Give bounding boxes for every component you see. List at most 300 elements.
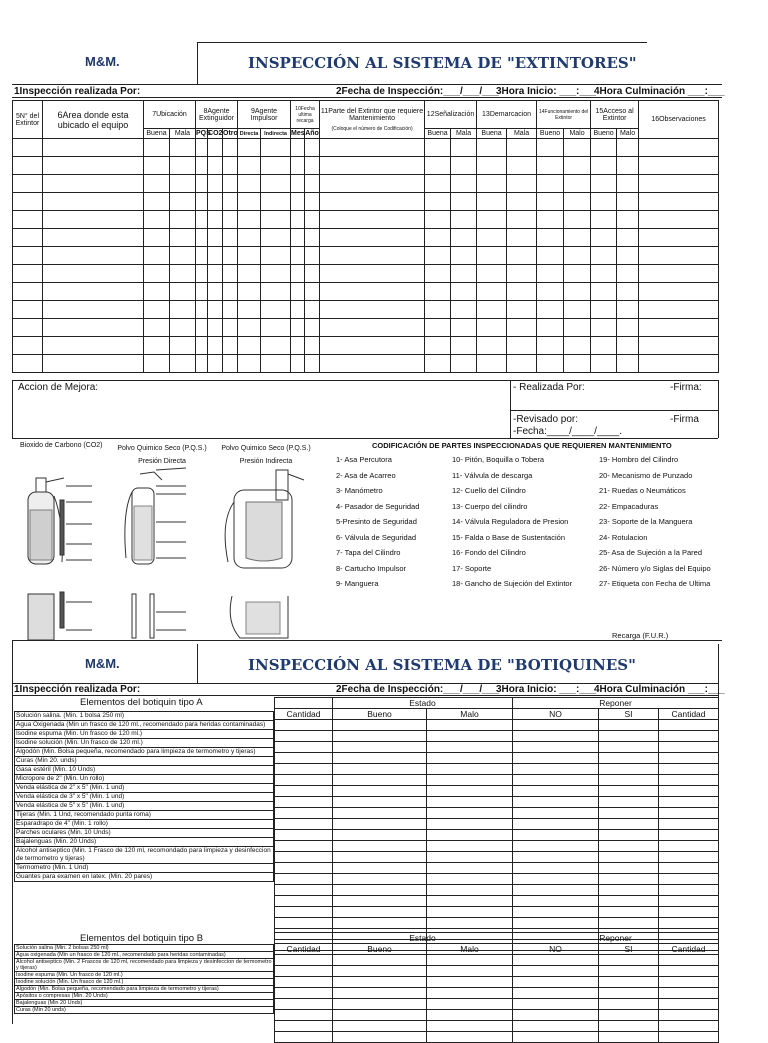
kit-cell[interactable] xyxy=(513,830,599,841)
ext-cell[interactable] xyxy=(208,265,223,283)
ext-cell[interactable] xyxy=(451,157,477,175)
ext-cell[interactable] xyxy=(451,319,477,337)
ext-cell[interactable] xyxy=(291,337,305,355)
ext-cell[interactable] xyxy=(617,265,639,283)
kit-cell[interactable] xyxy=(333,918,427,929)
kit-cell[interactable] xyxy=(513,955,599,966)
ext-cell[interactable] xyxy=(537,301,564,319)
ext-cell[interactable] xyxy=(425,193,451,211)
ext-cell[interactable] xyxy=(564,265,591,283)
kit-cell[interactable] xyxy=(427,852,513,863)
kit-cell[interactable] xyxy=(599,977,659,988)
kit-cell[interactable] xyxy=(427,1021,513,1032)
ext-cell[interactable] xyxy=(564,175,591,193)
ext-cell[interactable] xyxy=(451,265,477,283)
kit-cell[interactable] xyxy=(599,731,659,742)
ext-cell[interactable] xyxy=(537,283,564,301)
ext-cell[interactable] xyxy=(617,157,639,175)
ext-cell[interactable] xyxy=(144,175,170,193)
ext-cell[interactable] xyxy=(537,229,564,247)
kit-cell[interactable] xyxy=(427,907,513,918)
kit-cell[interactable] xyxy=(659,808,719,819)
ext-cell[interactable] xyxy=(451,337,477,355)
kit-cell[interactable] xyxy=(513,742,599,753)
kit-cell[interactable] xyxy=(513,753,599,764)
ext-cell[interactable] xyxy=(564,157,591,175)
ext-cell[interactable] xyxy=(170,337,196,355)
ext-cell[interactable] xyxy=(537,355,564,373)
ext-cell[interactable] xyxy=(537,175,564,193)
ext-cell[interactable] xyxy=(537,337,564,355)
kit-cell[interactable] xyxy=(599,885,659,896)
kit-cell[interactable] xyxy=(275,863,333,874)
kit-cell[interactable] xyxy=(659,918,719,929)
kit-cell[interactable] xyxy=(659,841,719,852)
kit-cell[interactable] xyxy=(275,885,333,896)
ext-cell[interactable] xyxy=(208,139,223,157)
kit-cell[interactable] xyxy=(513,896,599,907)
kit-cell[interactable] xyxy=(659,999,719,1010)
kit-cell[interactable] xyxy=(599,1021,659,1032)
kit-cell[interactable] xyxy=(333,966,427,977)
ext-cell[interactable] xyxy=(591,337,617,355)
ext-cell[interactable] xyxy=(261,157,291,175)
ext-cell[interactable] xyxy=(13,337,43,355)
ext-cell[interactable] xyxy=(170,229,196,247)
ext-cell[interactable] xyxy=(291,193,305,211)
ext-cell[interactable] xyxy=(196,229,208,247)
ext-cell[interactable] xyxy=(617,211,639,229)
kit-cell[interactable] xyxy=(333,808,427,819)
ext-cell[interactable] xyxy=(170,211,196,229)
kit-cell[interactable] xyxy=(275,918,333,929)
ext-cell[interactable] xyxy=(170,301,196,319)
kit-cell[interactable] xyxy=(659,1010,719,1021)
ext-cell[interactable] xyxy=(13,301,43,319)
ext-cell[interactable] xyxy=(196,157,208,175)
ext-cell[interactable] xyxy=(291,229,305,247)
ext-cell[interactable] xyxy=(507,193,537,211)
ext-cell[interactable] xyxy=(208,301,223,319)
ext-cell[interactable] xyxy=(425,175,451,193)
ext-cell[interactable] xyxy=(617,319,639,337)
ext-cell[interactable] xyxy=(196,211,208,229)
ext-cell[interactable] xyxy=(507,175,537,193)
ext-cell[interactable] xyxy=(617,247,639,265)
ext-cell[interactable] xyxy=(196,139,208,157)
kit-cell[interactable] xyxy=(333,797,427,808)
ext-cell[interactable] xyxy=(305,355,320,373)
kit-cell[interactable] xyxy=(513,720,599,731)
kit-cell[interactable] xyxy=(275,999,333,1010)
ext-cell[interactable] xyxy=(320,337,425,355)
kit-cell[interactable] xyxy=(333,907,427,918)
kit-cell[interactable] xyxy=(333,874,427,885)
kit-cell[interactable] xyxy=(275,819,333,830)
kit-cell[interactable] xyxy=(333,863,427,874)
ext-cell[interactable] xyxy=(43,193,144,211)
kit-cell[interactable] xyxy=(427,742,513,753)
kit-cell[interactable] xyxy=(513,999,599,1010)
ext-cell[interactable] xyxy=(170,157,196,175)
ext-cell[interactable] xyxy=(451,247,477,265)
kit-cell[interactable] xyxy=(513,977,599,988)
kit-cell[interactable] xyxy=(333,775,427,786)
ext-cell[interactable] xyxy=(591,265,617,283)
ext-cell[interactable] xyxy=(261,355,291,373)
ext-cell[interactable] xyxy=(320,229,425,247)
ext-cell[interactable] xyxy=(13,157,43,175)
ext-cell[interactable] xyxy=(291,301,305,319)
kit-cell[interactable] xyxy=(427,764,513,775)
ext-cell[interactable] xyxy=(617,175,639,193)
ext-cell[interactable] xyxy=(170,355,196,373)
kit-cell[interactable] xyxy=(275,742,333,753)
ext-cell[interactable] xyxy=(305,265,320,283)
kit-cell[interactable] xyxy=(427,1010,513,1021)
kit-cell[interactable] xyxy=(599,786,659,797)
ext-cell[interactable] xyxy=(43,139,144,157)
kit-cell[interactable] xyxy=(275,841,333,852)
ext-cell[interactable] xyxy=(238,139,261,157)
ext-cell[interactable] xyxy=(507,265,537,283)
ext-cell[interactable] xyxy=(170,283,196,301)
ext-cell[interactable] xyxy=(425,337,451,355)
ext-cell[interactable] xyxy=(639,157,719,175)
kit-cell[interactable] xyxy=(513,1032,599,1043)
ext-cell[interactable] xyxy=(43,337,144,355)
kit-cell[interactable] xyxy=(659,988,719,999)
kit-cell[interactable] xyxy=(275,1021,333,1032)
kit-cell[interactable] xyxy=(275,852,333,863)
kit-cell[interactable] xyxy=(333,988,427,999)
kit-cell[interactable] xyxy=(659,720,719,731)
ext-cell[interactable] xyxy=(617,283,639,301)
ext-cell[interactable] xyxy=(43,247,144,265)
kit-cell[interactable] xyxy=(275,764,333,775)
ext-cell[interactable] xyxy=(639,283,719,301)
kit-cell[interactable] xyxy=(275,955,333,966)
ext-cell[interactable] xyxy=(208,319,223,337)
kit-cell[interactable] xyxy=(275,720,333,731)
ext-cell[interactable] xyxy=(451,355,477,373)
kit-cell[interactable] xyxy=(333,1010,427,1021)
kit-cell[interactable] xyxy=(333,720,427,731)
ext-cell[interactable] xyxy=(291,139,305,157)
ext-cell[interactable] xyxy=(43,301,144,319)
ext-cell[interactable] xyxy=(261,301,291,319)
ext-cell[interactable] xyxy=(223,283,238,301)
ext-cell[interactable] xyxy=(208,247,223,265)
kit-cell[interactable] xyxy=(513,863,599,874)
ext-cell[interactable] xyxy=(639,247,719,265)
ext-cell[interactable] xyxy=(591,229,617,247)
kit-cell[interactable] xyxy=(333,852,427,863)
kit-cell[interactable] xyxy=(513,852,599,863)
ext-cell[interactable] xyxy=(617,355,639,373)
kit-cell[interactable] xyxy=(427,775,513,786)
kit-cell[interactable] xyxy=(659,775,719,786)
ext-cell[interactable] xyxy=(43,229,144,247)
kit-cell[interactable] xyxy=(599,966,659,977)
ext-cell[interactable] xyxy=(43,157,144,175)
kit-cell[interactable] xyxy=(275,988,333,999)
ext-cell[interactable] xyxy=(238,283,261,301)
ext-cell[interactable] xyxy=(425,265,451,283)
ext-cell[interactable] xyxy=(13,319,43,337)
kit-cell[interactable] xyxy=(599,830,659,841)
ext-cell[interactable] xyxy=(13,247,43,265)
ext-cell[interactable] xyxy=(238,265,261,283)
ext-cell[interactable] xyxy=(320,175,425,193)
kit-cell[interactable] xyxy=(275,907,333,918)
kit-cell[interactable] xyxy=(513,775,599,786)
kit-cell[interactable] xyxy=(659,977,719,988)
ext-cell[interactable] xyxy=(477,301,507,319)
kit-cell[interactable] xyxy=(513,885,599,896)
ext-cell[interactable] xyxy=(305,157,320,175)
ext-cell[interactable] xyxy=(591,247,617,265)
ext-cell[interactable] xyxy=(591,301,617,319)
kit-cell[interactable] xyxy=(659,797,719,808)
ext-cell[interactable] xyxy=(144,265,170,283)
ext-cell[interactable] xyxy=(591,157,617,175)
ext-cell[interactable] xyxy=(320,319,425,337)
ext-cell[interactable] xyxy=(477,247,507,265)
ext-cell[interactable] xyxy=(507,301,537,319)
kit-cell[interactable] xyxy=(427,1032,513,1043)
ext-cell[interactable] xyxy=(196,247,208,265)
ext-cell[interactable] xyxy=(261,265,291,283)
ext-cell[interactable] xyxy=(451,211,477,229)
ext-cell[interactable] xyxy=(208,229,223,247)
ext-cell[interactable] xyxy=(291,319,305,337)
ext-cell[interactable] xyxy=(144,337,170,355)
kit-cell[interactable] xyxy=(275,1032,333,1043)
ext-cell[interactable] xyxy=(477,175,507,193)
ext-cell[interactable] xyxy=(451,283,477,301)
kit-cell[interactable] xyxy=(659,907,719,918)
ext-cell[interactable] xyxy=(291,157,305,175)
kit-cell[interactable] xyxy=(427,918,513,929)
ext-cell[interactable] xyxy=(13,229,43,247)
kit-cell[interactable] xyxy=(599,819,659,830)
ext-cell[interactable] xyxy=(238,193,261,211)
kit-cell[interactable] xyxy=(333,896,427,907)
ext-cell[interactable] xyxy=(639,319,719,337)
ext-cell[interactable] xyxy=(639,337,719,355)
ext-cell[interactable] xyxy=(43,265,144,283)
kit-cell[interactable] xyxy=(599,797,659,808)
kit-cell[interactable] xyxy=(275,977,333,988)
kit-cell[interactable] xyxy=(427,808,513,819)
ext-cell[interactable] xyxy=(639,211,719,229)
ext-cell[interactable] xyxy=(591,193,617,211)
ext-cell[interactable] xyxy=(196,175,208,193)
ext-cell[interactable] xyxy=(196,265,208,283)
ext-cell[interactable] xyxy=(320,157,425,175)
ext-cell[interactable] xyxy=(451,193,477,211)
kit-cell[interactable] xyxy=(333,764,427,775)
ext-cell[interactable] xyxy=(144,193,170,211)
kit-cell[interactable] xyxy=(333,742,427,753)
kit-cell[interactable] xyxy=(599,907,659,918)
kit-cell[interactable] xyxy=(599,1010,659,1021)
ext-cell[interactable] xyxy=(477,265,507,283)
ext-cell[interactable] xyxy=(208,283,223,301)
kit-cell[interactable] xyxy=(333,841,427,852)
ext-cell[interactable] xyxy=(320,211,425,229)
kit-cell[interactable] xyxy=(333,999,427,1010)
ext-cell[interactable] xyxy=(223,229,238,247)
kit-cell[interactable] xyxy=(599,808,659,819)
ext-cell[interactable] xyxy=(261,283,291,301)
kit-cell[interactable] xyxy=(599,742,659,753)
kit-cell[interactable] xyxy=(333,786,427,797)
ext-cell[interactable] xyxy=(238,337,261,355)
ext-cell[interactable] xyxy=(537,139,564,157)
ext-cell[interactable] xyxy=(223,301,238,319)
ext-cell[interactable] xyxy=(238,175,261,193)
ext-cell[interactable] xyxy=(320,139,425,157)
ext-cell[interactable] xyxy=(43,283,144,301)
kit-cell[interactable] xyxy=(659,874,719,885)
kit-cell[interactable] xyxy=(275,808,333,819)
ext-cell[interactable] xyxy=(144,139,170,157)
ext-cell[interactable] xyxy=(208,157,223,175)
ext-cell[interactable] xyxy=(144,229,170,247)
kit-cell[interactable] xyxy=(333,885,427,896)
ext-cell[interactable] xyxy=(291,175,305,193)
kit-cell[interactable] xyxy=(427,988,513,999)
ext-cell[interactable] xyxy=(537,319,564,337)
kit-cell[interactable] xyxy=(599,863,659,874)
ext-cell[interactable] xyxy=(507,319,537,337)
ext-cell[interactable] xyxy=(425,283,451,301)
ext-cell[interactable] xyxy=(425,301,451,319)
kit-cell[interactable] xyxy=(427,885,513,896)
ext-cell[interactable] xyxy=(208,175,223,193)
ext-cell[interactable] xyxy=(223,337,238,355)
kit-cell[interactable] xyxy=(599,999,659,1010)
ext-cell[interactable] xyxy=(537,193,564,211)
kit-cell[interactable] xyxy=(599,1032,659,1043)
ext-cell[interactable] xyxy=(477,355,507,373)
kit-cell[interactable] xyxy=(599,955,659,966)
ext-cell[interactable] xyxy=(425,319,451,337)
ext-cell[interactable] xyxy=(305,337,320,355)
ext-cell[interactable] xyxy=(208,337,223,355)
ext-cell[interactable] xyxy=(43,319,144,337)
ext-cell[interactable] xyxy=(425,247,451,265)
kit-cell[interactable] xyxy=(427,830,513,841)
ext-cell[interactable] xyxy=(223,355,238,373)
kit-cell[interactable] xyxy=(513,797,599,808)
kit-cell[interactable] xyxy=(659,830,719,841)
ext-cell[interactable] xyxy=(223,175,238,193)
kit-cell[interactable] xyxy=(275,896,333,907)
kit-cell[interactable] xyxy=(427,720,513,731)
ext-cell[interactable] xyxy=(477,193,507,211)
ext-cell[interactable] xyxy=(617,139,639,157)
ext-cell[interactable] xyxy=(238,211,261,229)
ext-cell[interactable] xyxy=(591,283,617,301)
ext-cell[interactable] xyxy=(451,301,477,319)
kit-cell[interactable] xyxy=(275,797,333,808)
kit-cell[interactable] xyxy=(513,808,599,819)
ext-cell[interactable] xyxy=(639,301,719,319)
kit-cell[interactable] xyxy=(659,863,719,874)
ext-cell[interactable] xyxy=(564,283,591,301)
kit-cell[interactable] xyxy=(599,720,659,731)
ext-cell[interactable] xyxy=(144,319,170,337)
kit-cell[interactable] xyxy=(599,841,659,852)
ext-cell[interactable] xyxy=(13,175,43,193)
kit-cell[interactable] xyxy=(427,841,513,852)
kit-cell[interactable] xyxy=(333,819,427,830)
ext-cell[interactable] xyxy=(564,301,591,319)
ext-cell[interactable] xyxy=(639,265,719,283)
kit-cell[interactable] xyxy=(333,977,427,988)
ext-cell[interactable] xyxy=(425,139,451,157)
kit-cell[interactable] xyxy=(659,819,719,830)
ext-cell[interactable] xyxy=(591,355,617,373)
ext-cell[interactable] xyxy=(223,193,238,211)
ext-cell[interactable] xyxy=(591,319,617,337)
kit-cell[interactable] xyxy=(599,764,659,775)
kit-cell[interactable] xyxy=(275,1010,333,1021)
ext-cell[interactable] xyxy=(507,229,537,247)
ext-cell[interactable] xyxy=(261,337,291,355)
kit-cell[interactable] xyxy=(659,966,719,977)
ext-cell[interactable] xyxy=(261,139,291,157)
ext-cell[interactable] xyxy=(261,175,291,193)
ext-cell[interactable] xyxy=(144,283,170,301)
kit-cell[interactable] xyxy=(427,819,513,830)
kit-cell[interactable] xyxy=(427,999,513,1010)
ext-cell[interactable] xyxy=(223,211,238,229)
ext-cell[interactable] xyxy=(305,319,320,337)
ext-cell[interactable] xyxy=(238,301,261,319)
ext-cell[interactable] xyxy=(13,139,43,157)
kit-cell[interactable] xyxy=(599,918,659,929)
ext-cell[interactable] xyxy=(170,139,196,157)
ext-cell[interactable] xyxy=(507,337,537,355)
ext-cell[interactable] xyxy=(507,211,537,229)
ext-cell[interactable] xyxy=(13,265,43,283)
ext-cell[interactable] xyxy=(305,175,320,193)
ext-cell[interactable] xyxy=(223,319,238,337)
kit-cell[interactable] xyxy=(599,874,659,885)
kit-cell[interactable] xyxy=(513,988,599,999)
ext-cell[interactable] xyxy=(320,355,425,373)
ext-cell[interactable] xyxy=(291,265,305,283)
kit-cell[interactable] xyxy=(275,731,333,742)
ext-cell[interactable] xyxy=(238,247,261,265)
kit-cell[interactable] xyxy=(333,1021,427,1032)
ext-cell[interactable] xyxy=(305,301,320,319)
ext-cell[interactable] xyxy=(223,157,238,175)
kit-cell[interactable] xyxy=(513,874,599,885)
ext-cell[interactable] xyxy=(305,211,320,229)
ext-cell[interactable] xyxy=(291,283,305,301)
ext-cell[interactable] xyxy=(425,355,451,373)
ext-cell[interactable] xyxy=(170,193,196,211)
ext-cell[interactable] xyxy=(507,247,537,265)
ext-cell[interactable] xyxy=(591,175,617,193)
ext-cell[interactable] xyxy=(238,319,261,337)
ext-cell[interactable] xyxy=(477,157,507,175)
